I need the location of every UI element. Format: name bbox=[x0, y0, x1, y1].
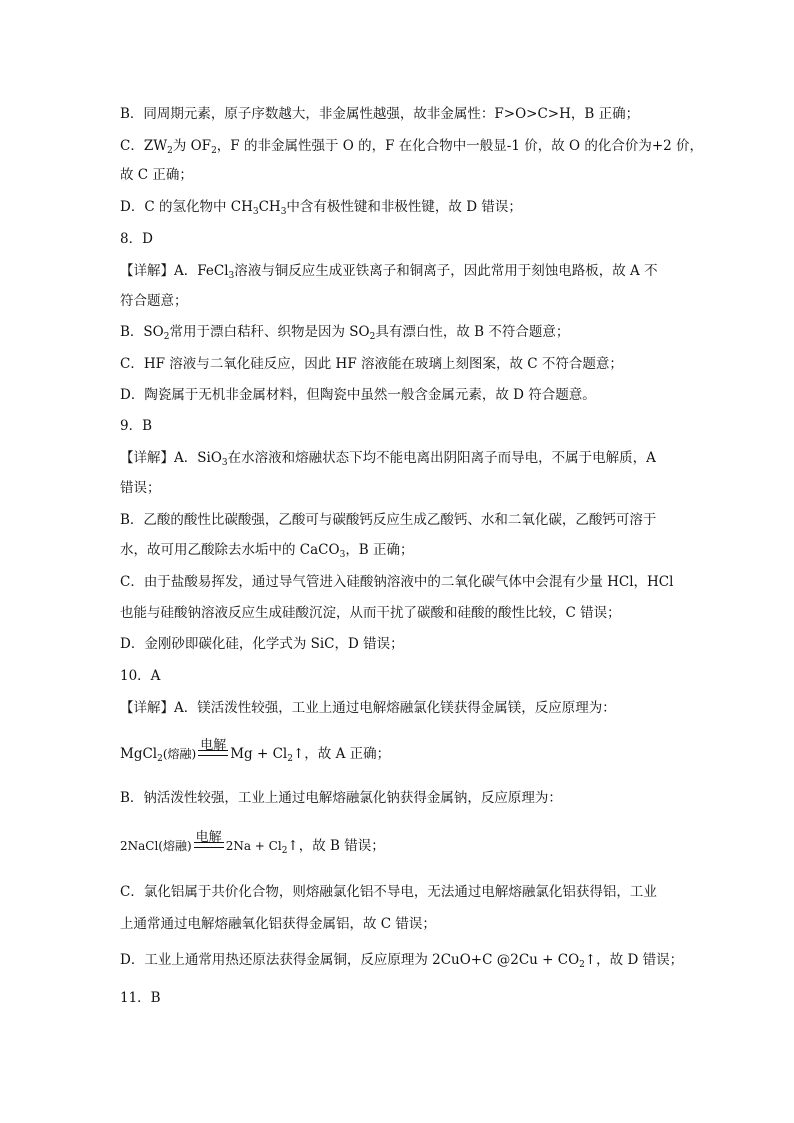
q10-equation-a bbox=[120, 738, 391, 764]
text: C．由于盐酸易挥发，通过导气管进入硅酸钠溶液中的二氧化碳气体中会混有少量 HCl，HCl bbox=[120, 574, 674, 590]
text: 【详解】A．FeCl bbox=[120, 263, 229, 279]
subscript: 2 bbox=[211, 146, 217, 156]
subscript: 3 bbox=[339, 550, 346, 560]
text: 【详解】A．SiO bbox=[120, 450, 222, 466]
q11-answer bbox=[120, 988, 680, 1008]
formula-text: ↑，故 A 正确； bbox=[292, 746, 391, 762]
q8-explain-a-line2 bbox=[120, 291, 680, 311]
subscript: 3 bbox=[221, 458, 228, 468]
formula-text: 2NaCl(熔融) bbox=[120, 839, 192, 853]
text: 具有漂白性，故 B 不符合题意； bbox=[375, 324, 570, 340]
text: B．SO bbox=[120, 324, 164, 340]
q8-answer bbox=[120, 229, 680, 249]
q9-answer bbox=[120, 416, 680, 436]
q9-option-b-line1 bbox=[120, 510, 680, 530]
text: D．C 的氢化物中 CH bbox=[120, 199, 253, 215]
q10-explain-a bbox=[120, 698, 680, 718]
text: CH bbox=[258, 199, 281, 215]
q10-option-c-line1 bbox=[120, 882, 680, 902]
text: 上通常通过电解熔融氧化铝获得金属铝，故 C 错误； bbox=[120, 916, 436, 932]
q9-explain-a-line1 bbox=[120, 448, 680, 473]
answer-text: 10．A bbox=[120, 668, 161, 684]
text: 符合题意； bbox=[120, 293, 188, 309]
condition-label: 电解 bbox=[195, 830, 222, 845]
q10-equation-b bbox=[120, 830, 385, 856]
reaction-condition bbox=[198, 738, 228, 764]
q10-option-c-line2 bbox=[120, 914, 680, 934]
reaction-condition bbox=[194, 830, 224, 856]
text: ，F 的非金属性强于 O 的，F 在化合物中一般显-1 价，故 O 的化合价为+2 价， bbox=[216, 138, 704, 154]
subscript: 2 bbox=[369, 332, 376, 342]
q7-option-c-line1 bbox=[120, 136, 704, 161]
q7-option-d bbox=[120, 197, 680, 222]
text: D．金刚砂即碳化硅，化学式为 SiC，D 错误； bbox=[120, 636, 404, 652]
q8-option-c bbox=[120, 354, 680, 374]
text: C．氯化铝属于共价化合物，则熔融氯化铝不导电，无法通过电解熔融氯化铝获得铝，工业 bbox=[120, 884, 657, 900]
subscript: 2 bbox=[579, 960, 585, 970]
subscript: 3 bbox=[228, 271, 235, 281]
text: B．钠活泼性较强，工业上通过电解熔融氯化钠获得金属钠，反应原理为： bbox=[120, 790, 562, 806]
q10-option-d bbox=[120, 950, 684, 975]
text: 水，故可用乙酸除去水垢中的 CaCO bbox=[120, 542, 340, 558]
text: 在水溶液和熔融状态下均不能电离出阴阳离子而导电，不属于电解质，A bbox=[227, 450, 656, 466]
text: D．陶瓷属于无机非金属材料，但陶瓷中虽然一般含金属元素，故 D 符合题意。 bbox=[120, 387, 596, 403]
text: C．ZW bbox=[120, 138, 168, 154]
text: 为 OF bbox=[172, 138, 212, 154]
subscript: 2 bbox=[167, 146, 173, 156]
q10-answer bbox=[120, 666, 680, 686]
text: 中含有极性键和非极性键，故 D 错误； bbox=[286, 199, 522, 215]
formula-text: MgCl bbox=[120, 746, 158, 762]
q10-option-b bbox=[120, 788, 680, 808]
answer-text: 9．B bbox=[120, 418, 153, 434]
q8-option-d bbox=[120, 385, 680, 405]
q7-option-b bbox=[120, 104, 680, 124]
q9-option-b-line2 bbox=[120, 540, 680, 565]
q9-option-c-line2 bbox=[120, 603, 680, 623]
subscript: 3 bbox=[252, 207, 259, 217]
q9-option-c-line1 bbox=[120, 572, 680, 592]
q9-explain-a-line2 bbox=[120, 478, 680, 498]
subscript: 2 bbox=[287, 754, 293, 764]
formula-text: ↑，故 B 错误； bbox=[287, 838, 385, 854]
q8-option-b bbox=[120, 322, 680, 347]
text: 溶液与铜反应生成亚铁离子和铜离子，因此常用于刻蚀电路板，故 A 不 bbox=[234, 263, 658, 279]
text: D．工业上通常用热还原法获得金属铜，反应原理为 2CuO+C @2Cu + CO bbox=[120, 952, 580, 968]
answer-text: 8．D bbox=[120, 231, 153, 247]
q9-option-d bbox=[120, 634, 680, 654]
condition-label: 电解 bbox=[200, 738, 227, 753]
text: ，B 正确； bbox=[345, 542, 414, 558]
text: ↑，故 D 错误； bbox=[584, 952, 684, 968]
subscript: 3 bbox=[280, 207, 287, 217]
text: B．同周期元素，原子序数越大，非金属性越强，故非金属性：F>O>C>H，B 正确； bbox=[120, 106, 640, 122]
subscript: 2 bbox=[157, 754, 163, 764]
formula-text: Mg + Cl bbox=[230, 746, 288, 762]
answer-text: 11．B bbox=[120, 990, 161, 1006]
text: 故 C 正确； bbox=[120, 167, 193, 183]
q8-explain-a-line1 bbox=[120, 261, 680, 286]
text: 【详解】A．镁活泼性较强，工业上通过电解熔融氯化镁获得金属镁，反应原理为： bbox=[120, 700, 616, 716]
subscript: 2 bbox=[163, 332, 170, 342]
text: 也能与硅酸钠溶液反应生成硅酸沉淀，从而干扰了碳酸和硅酸的酸性比较，C 错误； bbox=[120, 605, 621, 621]
text: 常用于漂白秸秆、织物是因为 SO bbox=[169, 324, 370, 340]
subscript: 2 bbox=[281, 846, 288, 856]
text: C．HF 溶液与二氧化硅反应，因此 HF 溶液能在玻璃上刻图案，故 C 不符合题意； bbox=[120, 356, 623, 372]
text: B．乙酸的酸性比碳酸强，乙酸可与碳酸钙反应生成乙酸钙、水和二氧化碳，乙酸钙可溶于 bbox=[120, 512, 657, 528]
q7-option-c-line2 bbox=[120, 165, 680, 185]
formula-text: (熔融) bbox=[162, 747, 197, 761]
text: 错误； bbox=[120, 480, 161, 496]
formula-text: 2Na + Cl bbox=[225, 839, 282, 853]
